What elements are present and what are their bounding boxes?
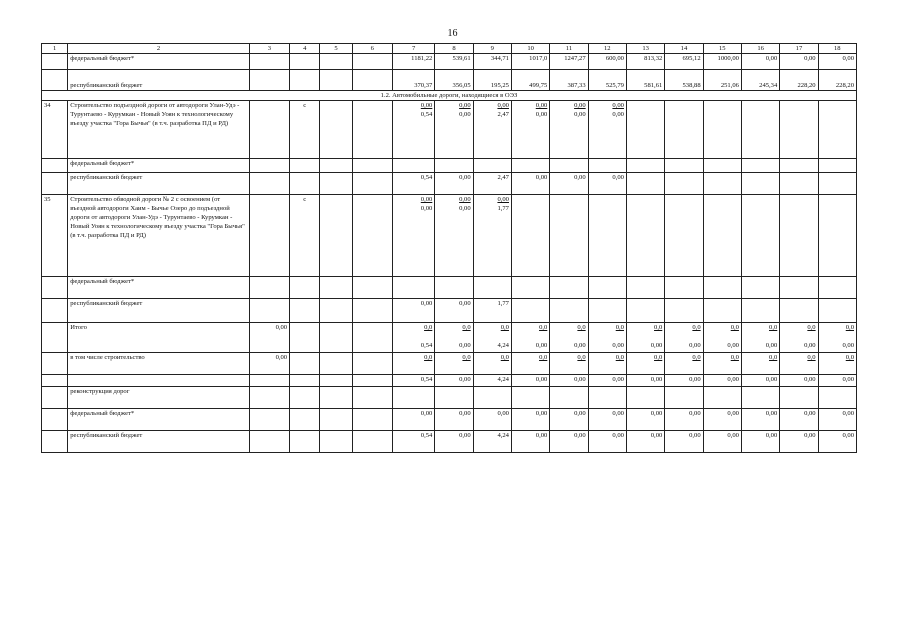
table-row: 34 Строительство подъездной дороги от автодороги Улан-Удэ - Турунтаево - Курумкан - Новый Уоян к технологическому въезду участка "Гора Бычья" (в т.ч. разработка ПД и РД) с 0,00 0,54 0,00 0,00 0,00 2,47 0,00 0,00 0,00 0,00 0,00 0,00 — [42, 101, 857, 159]
column-number: 9 — [473, 44, 511, 54]
value-cell: 0,00 — [626, 431, 664, 453]
value-cell: 0,0 0,00 — [511, 323, 549, 353]
table-row — [42, 375, 857, 387]
value-cell: 0,00 — [588, 431, 626, 453]
value-cell: 0,0 0,00 — [818, 323, 856, 353]
table-row: республиканский бюджет 0,00 0,00 1,77 — [42, 299, 857, 323]
value-cell: 0,0 0,00 — [626, 323, 664, 353]
value-cell: 0,00 — [550, 375, 588, 387]
value-cell: 0,00 — [511, 409, 549, 431]
value-cell: 0,00 — [511, 431, 549, 453]
value-cell: 0,54 — [392, 431, 434, 453]
table-row — [42, 387, 857, 409]
budget-table — [41, 43, 857, 453]
value-cell: 0,00 — [703, 409, 741, 431]
table-row — [42, 159, 857, 173]
column-number: 3 — [249, 44, 289, 54]
column-number: 12 — [588, 44, 626, 54]
column-number: 11 — [550, 44, 588, 54]
table-row: в том числе строительство 0,00 0,0 0,0 0,0 0,0 0,0 0,0 0,0 0,0 0,0 0,0 0,0 0,0 — [42, 353, 857, 375]
value-cell: 0,0 — [392, 353, 434, 375]
value-cell: 0,54 — [392, 375, 434, 387]
page-number: 16 — [447, 28, 458, 39]
value-cell: 0,00 — [665, 375, 703, 387]
column-number: 18 — [818, 44, 856, 54]
row-label: республиканский бюджет — [68, 299, 250, 323]
column-number: 10 — [511, 44, 549, 54]
value-cell: 0,00 — [741, 431, 779, 453]
value-cell: 0,00 — [703, 375, 741, 387]
value-cell: 0,00 — [392, 409, 434, 431]
row-label: республиканский бюджет — [68, 70, 250, 91]
value-cell: 0,0 — [703, 353, 741, 375]
column-number: 8 — [435, 44, 473, 54]
table-row: федеральный бюджет* 1181,22 539,61 344,71 1017,0 1247,27 600,00 813,32 695,12 1000,00 0,00 0,00 0,00 — [42, 54, 857, 70]
table-row: Итого 0,00 0,0 0,54 0,0 0,00 0,0 4,24 0,0 0,00 0,0 0,00 0,0 0,00 0,0 0,00 0,0 0,00 0,0 0,00 0,0 0,00 0,0 0,00 0,0 0,00 — [42, 323, 857, 353]
value-cell: 0,0 — [511, 353, 549, 375]
value-cell: 0,00 — [703, 431, 741, 453]
value-cell: 0,0 0,00 — [550, 323, 588, 353]
value-cell: 0,0 0,00 — [741, 323, 779, 353]
value-cell: 0,0 — [550, 353, 588, 375]
value-cell: 0,0 0,00 — [665, 323, 703, 353]
column-number: 16 — [741, 44, 779, 54]
value-cell: 0,00 — [780, 409, 818, 431]
row-label: федеральный бюджет* — [68, 54, 250, 70]
value-cell: 0,0 0,00 — [780, 323, 818, 353]
column-number: 1 — [42, 44, 68, 54]
row-label: федеральный бюджет* — [68, 159, 250, 173]
row-label: федеральный бюджет* — [68, 409, 250, 431]
row-label: республиканский бюджет — [68, 173, 250, 195]
value-cell: 0,00 — [665, 409, 703, 431]
value-cell: 4,24 — [473, 375, 511, 387]
value-cell: 0,00 — [741, 375, 779, 387]
value-cell: 0,00 — [588, 409, 626, 431]
table-row: республиканский бюджет 370,37 356,05 195,25 499,75 387,33 525,79 581,61 538,88 251,06 245,34 228,20 228,20 — [42, 70, 857, 91]
row-label: реконструкция дорог — [68, 387, 250, 409]
column-number: 14 — [665, 44, 703, 54]
column-number: 13 — [626, 44, 664, 54]
value-cell: 0,0 — [665, 353, 703, 375]
value-cell: 0,00 — [435, 375, 473, 387]
value-cell: 0,00 — [780, 375, 818, 387]
value-cell: 0,0 — [435, 353, 473, 375]
value-cell: 0,00 — [435, 431, 473, 453]
value-cell: 0,00 — [665, 431, 703, 453]
value-cell: 0,0 4,24 — [473, 323, 511, 353]
value-cell: 4,24 — [473, 431, 511, 453]
value-cell: 0,00 — [550, 431, 588, 453]
column-number: 4 — [290, 44, 320, 54]
value-cell: 0,00 — [626, 409, 664, 431]
column-number: 5 — [320, 44, 352, 54]
row-label: в том числе строительство — [68, 353, 250, 375]
value-cell: 0,00 — [626, 375, 664, 387]
value-cell: 0,00 — [818, 375, 856, 387]
value-cell: 0,0 — [588, 353, 626, 375]
value-cell: 0,0 — [780, 353, 818, 375]
row-description: Строительство подъездной дороги от автодороги Улан-Удэ - Турунтаево - Курумкан - Новый Уоян к технологическому въезду участка "Гора Бычья" (в т.ч. разработка ПД и РД) — [68, 101, 250, 159]
column-number: 15 — [703, 44, 741, 54]
value-cell: 0,00 — [550, 409, 588, 431]
value-cell: 0,00 — [511, 375, 549, 387]
column-number: 6 — [352, 44, 392, 54]
value-cell: 0,0 0,00 — [435, 323, 473, 353]
value-cell: 0,00 — [780, 431, 818, 453]
section-title: 1.2. Автомобильные дороги, находящиеся в ОЭЗ — [42, 91, 857, 101]
value-cell: 0,00 — [741, 409, 779, 431]
section-row — [42, 91, 857, 101]
value-cell: 0,00 — [818, 431, 856, 453]
row-label: федеральный бюджет* — [68, 277, 250, 299]
table-row — [42, 431, 857, 453]
value-cell: 0,0 — [626, 353, 664, 375]
column-number: 7 — [392, 44, 434, 54]
table-row: 35 Строительство обводной дороги № 2 с освоением (от въездной автодороги Хаим - Бычье Озеро до подъездной дороги от автодороги Улан-Удэ - Турунтаево - Курумкан - Новый Уоян к технологическому въезду участка "Гора Бычья" (в т.ч. разработка ПД и РД) с 0,00 0,00 0,00 0,00 0,00 1,77 — [42, 195, 857, 277]
value-cell: 0,0 — [741, 353, 779, 375]
row-label: Итого — [68, 323, 250, 353]
value-cell: 0,00 — [435, 409, 473, 431]
row-label: республиканский бюджет — [68, 431, 250, 453]
column-number: 17 — [780, 44, 818, 54]
value-cell: 0,0 — [818, 353, 856, 375]
row-number: 35 — [42, 195, 68, 277]
row-description: Строительство обводной дороги № 2 с освоением (от въездной автодороги Хаим - Бычье Озеро до подъездной дороги от автодороги Улан-Удэ - Турунтаево - Курумкан - Новый Уоян к технологическому въезду участка "Гора Бычья" (в т.ч. разработка ПД и РД) — [68, 195, 250, 277]
value-cell: 0,00 — [588, 375, 626, 387]
value-cell: 0,00 — [473, 409, 511, 431]
value-cell: 0,0 — [473, 353, 511, 375]
value-cell: 0,0 0,54 — [392, 323, 434, 353]
table-row — [42, 409, 857, 431]
column-number: 2 — [68, 44, 250, 54]
value-cell: 0,0 0,00 — [588, 323, 626, 353]
value-cell: 0,0 0,00 — [703, 323, 741, 353]
row-number: 34 — [42, 101, 68, 159]
table-row — [42, 277, 857, 299]
table-row: республиканский бюджет 0,54 0,00 2,47 0,00 0,00 0,00 — [42, 173, 857, 195]
header-row — [42, 44, 857, 54]
value-cell: 0,00 — [818, 409, 856, 431]
